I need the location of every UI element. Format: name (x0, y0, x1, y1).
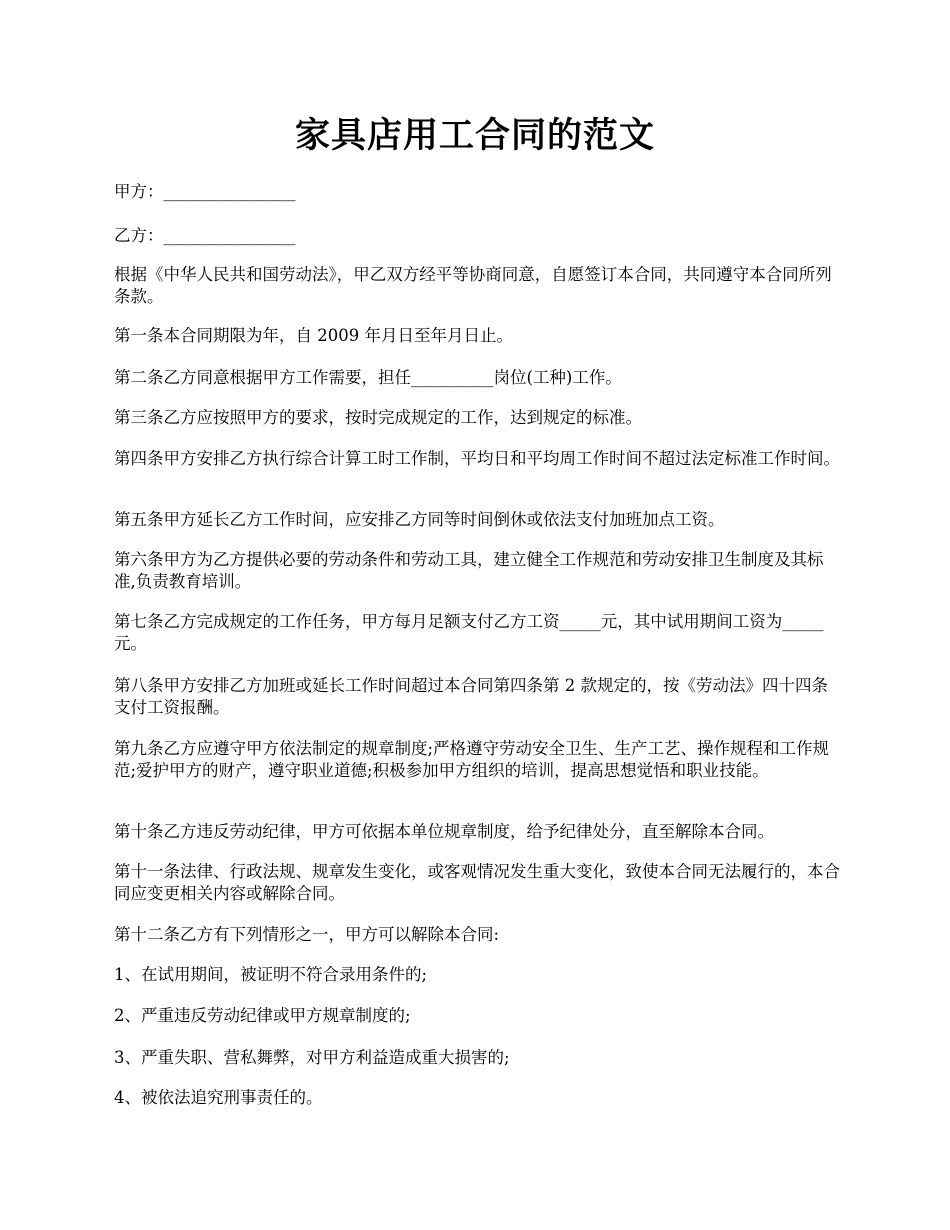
article-1: 第一条本合同期限为年，自 2009 年月日至年月日止。 (114, 326, 513, 345)
article-10: 第十条乙方违反劳动纪律，甲方可依据本单位规章制度，给予纪律处分，直至解除本合同。 (114, 822, 774, 841)
list-item-1: 1、在试用期间，被证明不符合录用条件的; (114, 965, 428, 984)
article-12: 第十二条乙方有下列情形之一，甲方可以解除本合同: (114, 925, 500, 944)
list-item-2: 2、严重违反劳动纪律或甲方规章制度的; (114, 1006, 411, 1025)
article-6: 第六条甲方为乙方提供必要的劳动条件和劳动工具，建立健全工作规范和劳动安排卫生制度及其标准,负责教育培训。 (114, 550, 824, 591)
article-5: 第五条甲方延长乙方工作时间，应安排乙方同等时间倒休或依法支付加班加点工资。 (114, 510, 725, 529)
list-item-3: 3、严重失职、营私舞弊，对甲方利益造成重大损害的; (114, 1048, 510, 1067)
list-item-4: 4、被依法追究刑事责任的。 (114, 1088, 323, 1107)
article-9: 第九条乙方应遵守甲方依法制定的规章制度;严格遵守劳动安全卫生、生产工艺、操作规程和工作规范;爱护甲方的财产，遵守职业道德;积极参加甲方组织的培训，提高思想觉悟和职业技能。 (114, 739, 830, 780)
article-8: 第八条甲方安排乙方加班或延长工作时间超过本合同第四条第 2 款规定的，按《劳动法》四十四条支付工资报酬。 (114, 676, 828, 717)
preamble-paragraph: 根据《中华人民共和国劳动法》，甲乙双方经平等协商同意，自愿签订本合同，共同遵守本合同所列条款。 (114, 265, 832, 306)
party-b-line: 乙方：________________ (114, 226, 296, 245)
article-2: 第二条乙方同意根据甲方工作需要，担任__________岗位(工种)工作。 (114, 368, 622, 387)
document-title: 家具店用工合同的范文 (294, 115, 655, 156)
article-11: 第十一条法律、行政法规、规章发生变化，或客观情况发生重大变化，致使本合同无法履行的，本合同应变更相关内容或解除合同。 (114, 862, 840, 903)
party-a-line: 甲方：________________ (114, 182, 296, 201)
article-3: 第三条乙方应按照甲方的要求，按时完成规定的工作，达到规定的标准。 (114, 408, 642, 427)
article-4: 第四条甲方安排乙方执行综合计算工时工作制，平均日和平均周工作时间不超过法定标准工作时间。 (114, 449, 840, 468)
article-7: 第七条乙方完成规定的工作任务，甲方每月足额支付乙方工资_____元，其中试用期间工资为_____元。 (114, 612, 824, 653)
